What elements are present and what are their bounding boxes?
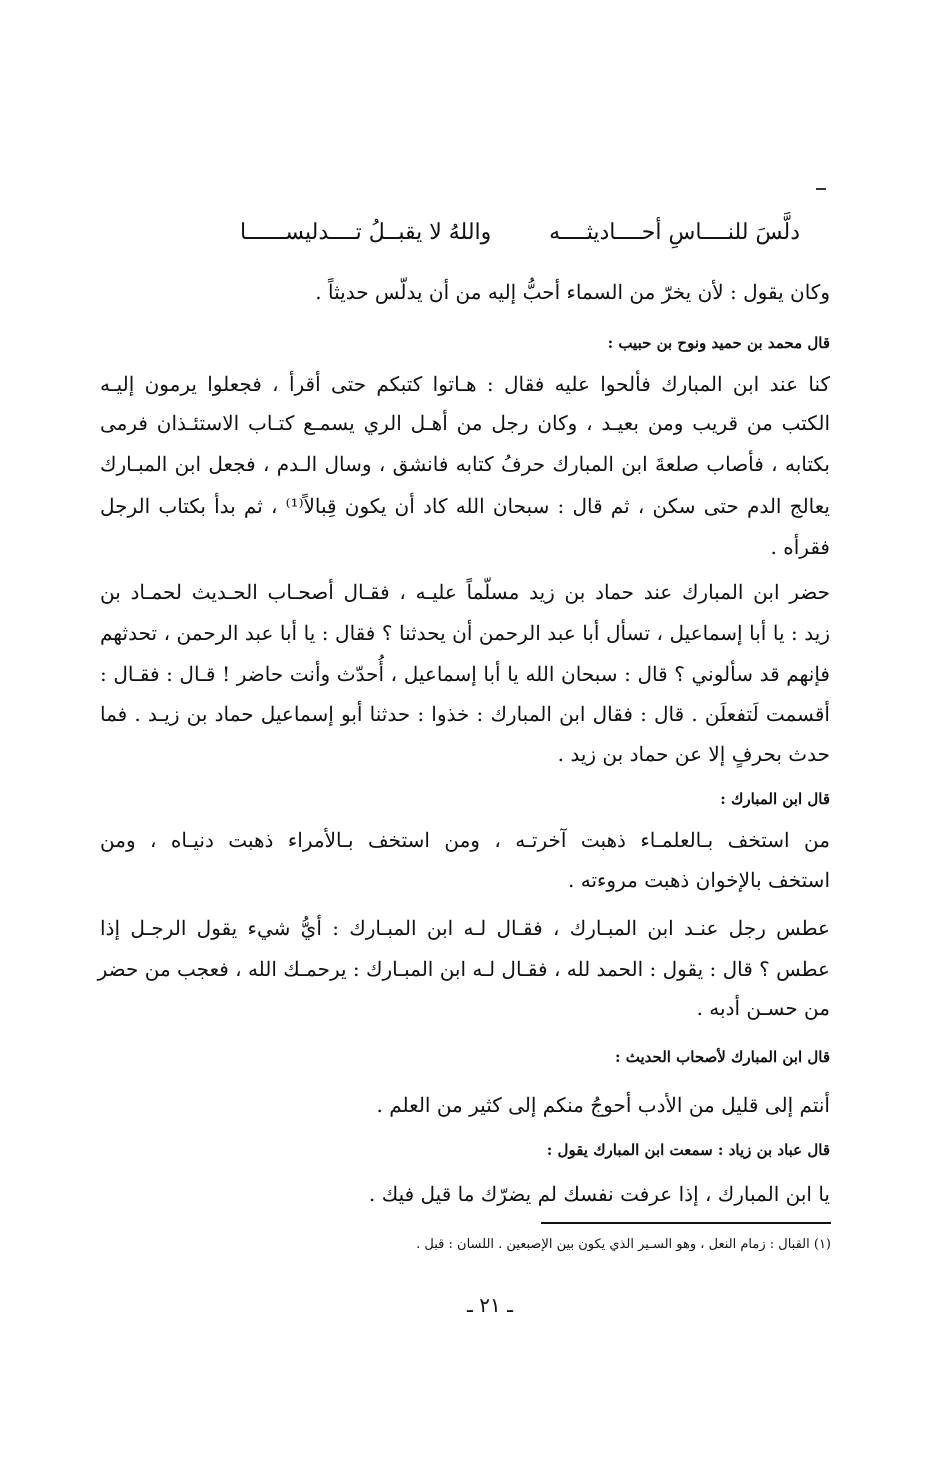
footnote: (١) القبال : زمام النعل ، وهو السـير الذي يكون بين الإصبعين . اللسان : قبل . <box>416 1237 831 1252</box>
poetry-verse <box>240 220 800 260</box>
section2-line-4: أقسمت لَتفعلَن . قال : فقال ابن المبارك : خذوا : حدثنا أبو إسماعيل حماد بن زيـد . فما <box>100 702 830 726</box>
section2-line-1: حضر ابن المبارك عند حماد بن زيد مسلّماً عليـه ، فقـال أصحـاب الحـديث لحمـاد بن <box>100 580 830 604</box>
section1-line-4: يعالج الدم حتى سكن ، ثم قال : سبحان الله كاد أن يكون قِبالاً⁽¹⁾ ، ثم بدأ بكتاب الرجل <box>100 494 830 518</box>
section4-line-3: من حسـن أدبه . <box>696 996 830 1020</box>
section1-heading: قال محمد بن حميد ونوح بن حبيب : <box>607 334 830 352</box>
footnote-rule <box>541 1222 831 1224</box>
section1-line-3: بكتابه ، فأصاب صلعةَ ابن المبارك حرفُ كتابه فانشق ، وسال الـدم ، فجعل ابن المبـارك <box>100 452 830 476</box>
section1-line-5: فقرأه . <box>770 535 830 559</box>
page-number: ـ ٢١ ـ <box>467 1293 513 1317</box>
margin-dash <box>816 188 826 190</box>
verse-second-hemistich: واللهُ لا يقبــلُ تــــدليســــــا <box>240 220 492 245</box>
section1-line-2: الكتب من قريب ومن بعيـد ، وكان رجل من أهـل الري يسمـع كتـاب الاستئـذان فرمى <box>100 411 830 435</box>
section3-line-2: استخف بالإخوان ذهبت مروءته . <box>568 868 830 892</box>
section5-line: أنتم إلى قليل من الأدب أحوجُ منكم إلى كثير من العلم . <box>376 1093 830 1117</box>
section3-heading: قال ابن المبارك : <box>720 790 830 808</box>
verse-first-hemistich: دلَّسَ للنــــاسِ أحــــاديثــــه <box>549 220 800 245</box>
section6-line: يا ابن المبارك ، إذا عرفت نفسك لم يضرّك ما قيل فيك . <box>369 1182 830 1206</box>
intro-line: وكان يقول : لأن يخرّ من السماء أحبُّ إليه من أن يدلّس حديثاً . <box>315 280 830 304</box>
section2-line-3: فإنهم قد سألوني ؟ قال : سبحان الله يا أبا إسماعيل ، أُحدّث وأنت حاضر ! قـال : فقـال : <box>100 662 830 686</box>
section2-line-2: زيد : يا أبا إسماعيل ، تسأل أبا عبد الرحمن أن يحدثنا ؟ فقال : يا أبا عبد الرحمن ، تحدثهم <box>100 621 830 645</box>
section5-heading: قال ابن المبارك لأصحاب الحديث : <box>614 1048 830 1066</box>
section6-heading: قال عباد بن زياد : سمعت ابن المبارك يقول : <box>546 1141 830 1159</box>
section4-line-2: عطس ؟ قال : يقول : الحمد لله ، فقـال لـه ابن المبـارك : يرحمـك الله ، فعجب من حضر <box>97 957 830 981</box>
section2-line-5: حدث بحرفٍ إلا عن حماد بن زيد . <box>557 742 830 766</box>
section4-line-1: عطس رجل عنـد ابن المبـارك ، فقـال لـه ابن المبـارك : أيُّ شيء يقول الرجـل إذا <box>100 916 830 940</box>
section3-line-1: من استخف بـالعلمـاء ذهبت آخرتـه ، ومن استخف بـالأمراء ذهبت دنيـاه ، ومن <box>100 828 830 852</box>
section1-line-1: كنا عند ابن المبارك فألحوا عليه فقال : هـاتوا كتبكم حتى أقرأ ، فجعلوا يرمون إليـه <box>100 372 830 396</box>
